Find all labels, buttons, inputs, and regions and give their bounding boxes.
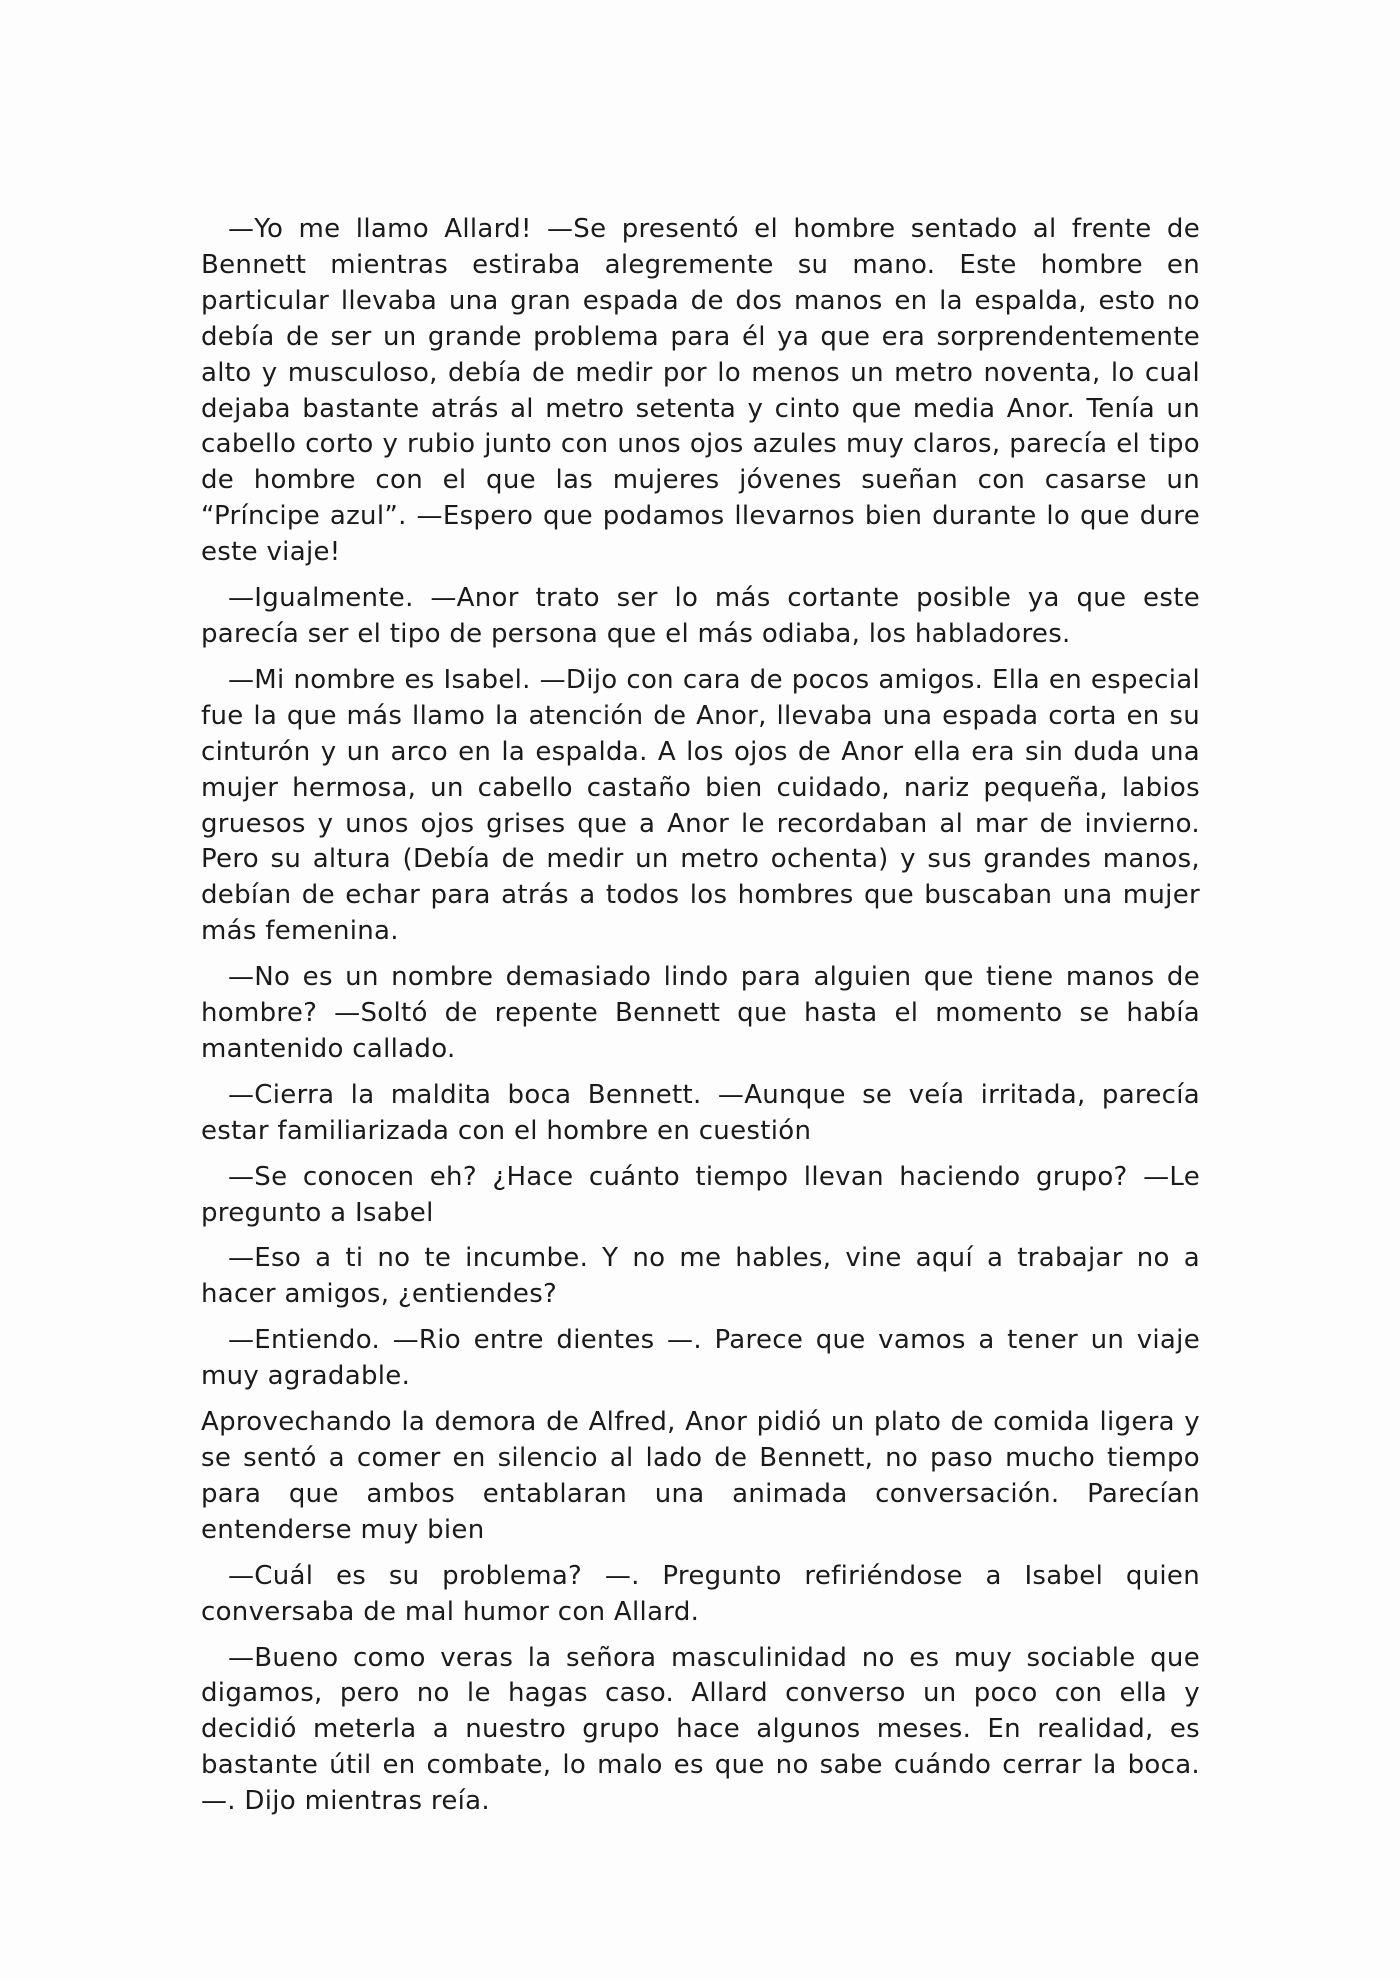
paragraph-2: —Igualmente. —Anor trato ser lo más cortante posible ya que este parecía ser el tipo de persona que el más odiaba, los habladores. — [201, 583, 1200, 649]
paragraph-6: —Se conocen eh? ¿Hace cuánto tiempo llevan haciendo grupo? —Le pregunto a Isabel — [201, 1161, 1200, 1228]
paragraph-11: —Bueno como veras la señora masculinidad no es muy sociable que digamos, pero no le hagas caso. Allard converso un poco con ella y decidió meterla a nuestro grupo hace algunos meses. En realidad, es bastante útil en combate, lo malo es que no sabe cuándo cerrar la boca. —. Dijo mientras reía. — [201, 1642, 1200, 1817]
paragraph-3: —Mi nombre es Isabel. —Dijo con cara de pocos amigos. Ella en especial fue la que más llamo la atención de Anor, llevaba una espada corta en su cinturón y un arco en la espalda. A los ojos de Anor ella era sin duda una mujer hermosa, un cabello castaño bien cuidado, nariz pequeña, labios gruesos y unos ojos grises que a Anor le recordaban al mar de invierno. Pero su altura (Debía de medir un metro ochenta) y sus grandes manos, debían de echar para atrás a todos los hombres que buscaban una mujer más femenina. — [201, 664, 1200, 947]
paragraph-5: —Cierra la maldita boca Bennett. —Aunque se veía irritada, parecía estar familiarizada con el hombre en cuestión — [201, 1079, 1200, 1146]
paragraph-8: —Entiendo. —Rio entre dientes —. Parece que vamos a tener un viaje muy agradable. — [201, 1325, 1200, 1392]
document-page — [201, 212, 1200, 1830]
paragraph-9: Aprovechando la demora de Alfred, Anor pidió un plato de comida ligera y se sentó a comer en silencio al lado de Bennett, no paso mucho tiempo para que ambos entablaran una animada conversación. Parecían entenderse muy bien — [201, 1407, 1200, 1545]
paragraph-4: —No es un nombre demasiado lindo para alguien que tiene manos de hombre? —Soltó de repente Bennett que hasta el momento se había mantenido callado. — [201, 962, 1200, 1064]
paragraph-1: —Yo me llamo Allard! —Se presentó el hombre sentado al frente de Bennett mientras estiraba alegremente su mano. Este hombre en particular llevaba una gran espada de dos manos en la espalda, esto no debía de ser un grande problema para él ya que era sorprendentemente alto y musculoso, debía de medir por lo menos un metro noventa, lo cual dejaba bastante atrás al metro setenta y cinto que media Anor. Tenía un cabello corto y rubio junto con unos ojos azules muy claros, parecía el tipo de hombre con el que las mujeres jóvenes sueñan con casarse un “Príncipe azul”. —Espero que podamos llevarnos bien durante lo que dure este viaje! — [201, 214, 1200, 568]
paragraph-10: —Cuál es su problema? —. Pregunto refiriéndose a Isabel quien conversaba de mal humor con Allard. — [201, 1560, 1200, 1627]
paragraph-7: —Eso a ti no te incumbe. Y no me hables, vine aquí a trabajar no a hacer amigos, ¿entiendes? — [201, 1243, 1200, 1310]
